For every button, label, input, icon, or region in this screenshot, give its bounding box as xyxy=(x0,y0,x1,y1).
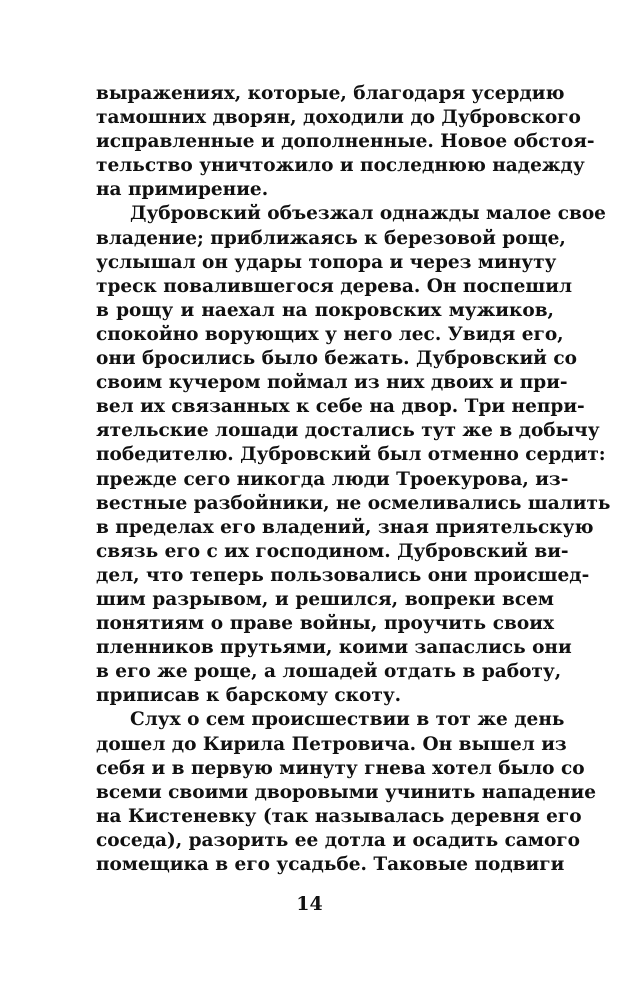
text-line: услышал он удары топора и через минуту xyxy=(96,251,557,273)
text-line: всеми своими дворовыми учинить нападение xyxy=(96,781,596,803)
text-line: понятиям о праве войны, проучить своих xyxy=(96,613,554,635)
text-line: пленников прутьями, коими запаслись они xyxy=(96,637,572,659)
text-line: дел, что теперь пользовались они происшед- xyxy=(96,564,590,586)
text-line: помещика в его усадьбе. Таковые подвиги xyxy=(96,854,565,875)
text-line: исправленные и дополненные. Новое обстоя- xyxy=(96,131,595,153)
text-line: прежде сего никогда люди Троекурова, из- xyxy=(96,468,569,490)
page-number: 14 xyxy=(296,893,323,915)
text-line: Дубровский объезжал однажды малое свое xyxy=(130,203,606,225)
text-line: вел их связанных к себе на двор. Три непри- xyxy=(96,396,585,418)
text-line: дошел до Кирила Петровича. Он вышел из xyxy=(96,733,567,755)
text-line: в рощу и наехал на покровских мужиков, xyxy=(96,299,554,321)
text-line: шим разрывом, и решился, вопреки всем xyxy=(96,588,554,610)
text-line: тамошних дворян, доходили до Дубровского xyxy=(96,107,581,129)
text-line: тельство уничтожило и последнюю надежду xyxy=(96,155,585,177)
text-line: в пределах его владений, зная приятельскую xyxy=(96,516,594,538)
text-line: спокойно ворующих у него лес. Увидя его, xyxy=(96,323,564,345)
text-line: вестные разбойники, не осмеливались шалить xyxy=(96,492,611,514)
text-line: Слух о сем происшествии в тот же день xyxy=(130,709,565,731)
text-line: себя и в первую минуту гнева хотел было со xyxy=(96,757,585,779)
text-line: своим кучером поймал из них двоих и при- xyxy=(96,372,568,394)
paragraph-1 xyxy=(96,82,595,202)
text-line: они бросились было бежать. Дубровский со xyxy=(96,348,577,370)
text-line: треск повалившегося дерева. Он поспешил xyxy=(96,275,573,297)
page-text xyxy=(96,82,611,877)
text-line: связь его с их господином. Дубровский ви- xyxy=(96,540,569,562)
text-line: на примирение. xyxy=(96,179,269,201)
text-line: владение; приближаясь к березовой роще, xyxy=(96,227,566,249)
text-line: в его же роще, а лошадей отдать в работу, xyxy=(96,661,562,683)
text-line: ятельские лошади достались тут же в добычу xyxy=(96,420,600,442)
text-line: выражениях, которые, благодаря усердию xyxy=(96,83,565,104)
text-line: победителю. Дубровский был отменно сердит: xyxy=(96,444,606,466)
text-line: на Кистеневку (так называлась деревня его xyxy=(96,805,582,827)
text-line: приписав к барскому скоту. xyxy=(96,685,402,707)
paragraph-3 xyxy=(96,708,596,877)
paragraph-2 xyxy=(96,202,611,708)
text-line: соседа), разорить ее дотла и осадить самого xyxy=(96,829,580,851)
